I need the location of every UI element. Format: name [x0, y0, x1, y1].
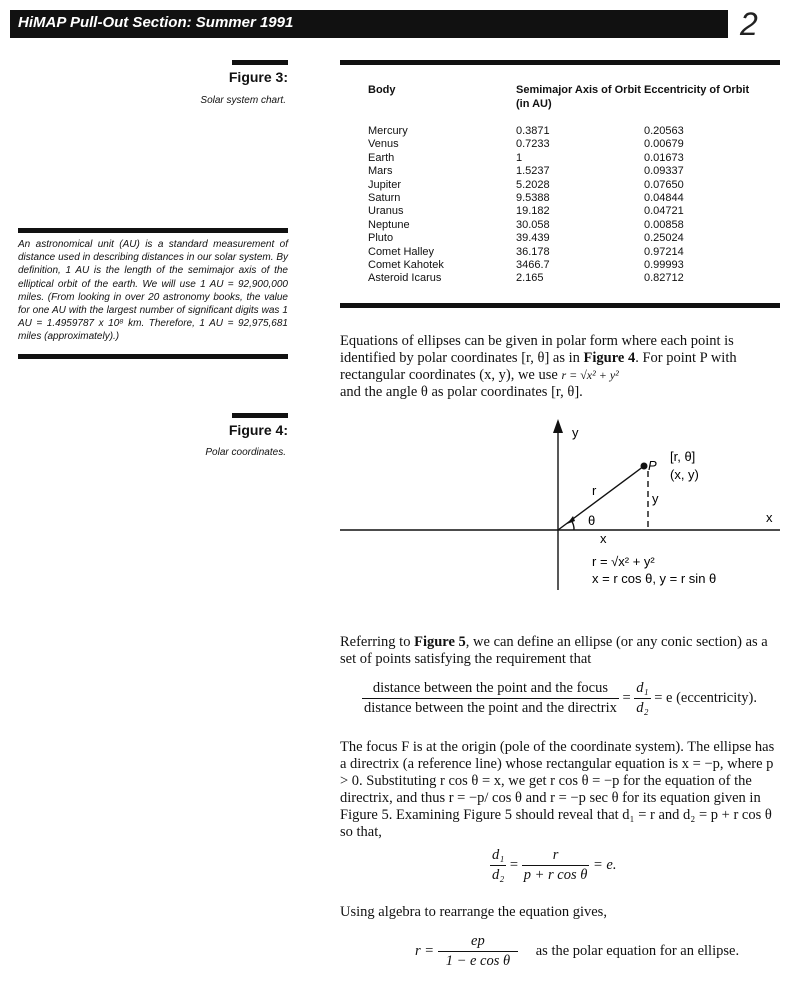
x-axis-label: x [766, 510, 773, 525]
point-label: P [648, 458, 657, 473]
cell-body-name: Jupiter [368, 178, 402, 191]
table-row [368, 219, 754, 232]
table-row [368, 138, 754, 151]
cell-eccentricity: 0.00858 [644, 218, 684, 231]
cell-body-name: Earth [368, 151, 395, 164]
cell-eccentricity: 0.04844 [644, 192, 684, 205]
equation-tail: as the polar equation for an ellipse. [535, 942, 740, 959]
cell-body-name: Asteroid Icarus [368, 272, 442, 285]
fraction-denominator: 1 − e cos θ [445, 953, 511, 969]
table-row [368, 125, 754, 138]
cell-semimajor-axis: 0.7233 [516, 138, 550, 151]
polar-fraction [438, 933, 518, 970]
cell-semimajor-axis: 5.2028 [516, 178, 550, 191]
point-p-marker [641, 463, 648, 470]
cell-body-name: Comet Halley [368, 245, 435, 258]
cell-eccentricity: 0.97214 [644, 245, 684, 258]
cell-eccentricity: 0.82712 [644, 272, 684, 285]
cell-semimajor-axis: 9.5388 [516, 192, 550, 205]
y-axis-label: y [572, 425, 579, 440]
cell-semimajor-axis: 19.182 [516, 205, 550, 218]
radius-label: r [592, 483, 597, 498]
eccentricity-definition-equation [362, 680, 757, 717]
solar-system-table-frame [340, 60, 780, 308]
fraction-numerator: ep [438, 933, 518, 952]
table-row [368, 259, 754, 272]
cell-body-name: Mercury [368, 125, 408, 137]
table-row [368, 246, 754, 259]
cell-body-name: Neptune [368, 218, 410, 231]
distance-ratio-fraction [362, 680, 619, 717]
d-ratio-fraction [490, 847, 506, 884]
cell-eccentricity: 0.09337 [644, 165, 684, 178]
equation-lhs: r = [415, 942, 435, 959]
fraction-denominator: d₂ [636, 700, 649, 716]
figure4-caption: Polar coordinates. [205, 447, 286, 458]
au-note-box [18, 228, 288, 359]
angle-arrow-icon [567, 516, 575, 524]
table-body [368, 125, 754, 286]
cell-body-name: Venus [368, 138, 399, 151]
column-header-eccentricity: Eccentricity of Orbit [644, 84, 750, 96]
figure4-title: Figure 4: [228, 422, 288, 438]
cell-semimajor-axis: 3466.7 [516, 259, 550, 272]
equals-sign: = [622, 689, 631, 706]
conversion-equations: x = r cos θ, y = r sin θ [592, 571, 717, 586]
figure-reference: Figure 5 [414, 634, 466, 650]
column-header-body: Body [368, 84, 396, 96]
theta-label: θ [588, 513, 596, 528]
polar-coordinates-diagram [330, 415, 790, 595]
cell-eccentricity: 0.00679 [644, 138, 684, 151]
cell-body-name: Saturn [368, 192, 401, 205]
figure4-rule [232, 413, 288, 418]
table-header-row [368, 83, 754, 125]
cell-semimajor-axis: 39.439 [516, 232, 550, 245]
fraction-numerator: distance between the point and the focus [362, 680, 619, 699]
cell-semimajor-axis: 36.178 [516, 245, 550, 258]
fraction-numerator: d₁ [490, 847, 506, 866]
paragraph-focus-directrix: The focus F is at the origin (pole of the coordinate system). The ellipse has a directrix (a reference line) whose rectangular equation is x = −p, where p > 0. Substituting r cos θ = x, we get r cos θ = −p for the equation of the directrix, and thus r = −p/ cos θ and r = −p sec θ for its equation given in Figure 5. Examining Figure 5 should reveal that d₁ = r and d₂ = p + r cos θ so that, [340, 739, 775, 840]
y-length-label: y [652, 491, 659, 506]
page-number: 2 [740, 6, 758, 42]
polar-coordinate-label: [r, θ] [670, 449, 696, 464]
equation-tail: = e. [593, 856, 617, 873]
radius-formula: r = √x² + y² [561, 368, 619, 382]
column-header-semimajor-axis: Semimajor Axis of Orbit (in AU) [516, 84, 641, 110]
polar-ellipse-equation [415, 933, 739, 970]
r-ratio-fraction [522, 847, 590, 884]
figure3-rule [232, 60, 288, 65]
cell-body-name: Mars [368, 165, 393, 178]
d-ratio-fraction [634, 680, 650, 717]
cell-eccentricity: 0.01673 [644, 151, 684, 164]
figure3-title: Figure 3: [228, 69, 288, 85]
fraction-numerator: d₁ [634, 680, 650, 699]
cell-semimajor-axis: 1 [516, 151, 523, 164]
cell-semimajor-axis: 1.5237 [516, 165, 550, 178]
paragraph-text: Referring to [340, 634, 415, 650]
cell-eccentricity: 0.07650 [644, 178, 684, 191]
rectangular-coordinate-label: (x, y) [670, 467, 699, 482]
solar-system-table [368, 83, 754, 286]
table-row [368, 165, 754, 178]
cell-semimajor-axis: 2.165 [516, 272, 544, 285]
header-title: HiMAP Pull-Out Section: Summer 1991 [18, 14, 294, 31]
x-length-label: x [600, 531, 607, 546]
table-row [368, 205, 754, 218]
cell-eccentricity: 0.04721 [644, 205, 684, 218]
figure3-caption: Solar system chart. [200, 95, 286, 106]
table-row [368, 179, 754, 192]
cell-body-name: Comet Kahotek [368, 259, 444, 272]
cell-semimajor-axis: 0.3871 [516, 125, 550, 137]
paragraph-text: , we can define an ellipse (or any conic section) as a set of points satisfying the requirement that [340, 634, 768, 667]
cell-eccentricity: 0.20563 [644, 125, 684, 137]
au-note-text: An astronomical unit (AU) is a standard measurement of distance used in describing distances in our solar system. By definition, 1 AU is the length of the semimajor axis of the elliptical orbit of the earth. We will use 1 AU = 92,900,000 miles. (From looking in over 20 astronomy books, the value for one AU with the largest number of significant digits was 1 AU = 1.4959787 x 10⁸ km. Therefore, 1 AU = 92,975,681 miles (approximately).) [18, 239, 288, 343]
figure-reference: Figure 4 [583, 350, 636, 366]
fraction-denominator: p + r cos θ [523, 867, 588, 883]
table-row [368, 192, 754, 205]
cell-body-name: Uranus [368, 205, 404, 218]
cell-eccentricity: 0.99993 [644, 259, 684, 272]
cell-body-name: Pluto [368, 232, 394, 245]
cell-eccentricity: 0.25024 [644, 232, 684, 245]
table-row [368, 232, 754, 245]
fraction-denominator: d₂ [492, 867, 505, 883]
y-axis-arrow-icon [553, 419, 563, 433]
fraction-numerator: r [522, 847, 590, 866]
header-bar [10, 10, 728, 38]
paragraph-polar-intro [340, 333, 780, 401]
table-row [368, 272, 754, 285]
equals-sign: = [509, 856, 519, 873]
radius-equation: r = √x² + y² [592, 554, 655, 569]
paragraph-text: Equations of ellipses can be given in polar form where each point is identified by polar coordinates [r, θ] as in [340, 333, 734, 366]
table-row [368, 152, 754, 165]
paragraph-text: . For point P with rectangular coordinates (x, y), we use [340, 350, 737, 383]
fraction-denominator: distance between the point and the directrix [364, 700, 617, 716]
paragraph-text: and the angle θ as polar coordinates [r, θ]. [340, 384, 583, 400]
cell-semimajor-axis: 30.058 [516, 218, 550, 231]
paragraph-rearrange: Using algebra to rearrange the equation gives, [340, 904, 607, 920]
paragraph-ellipse-definition [340, 634, 780, 668]
equation-tail: = e (eccentricity). [654, 689, 757, 706]
ratio-equation [490, 847, 616, 884]
